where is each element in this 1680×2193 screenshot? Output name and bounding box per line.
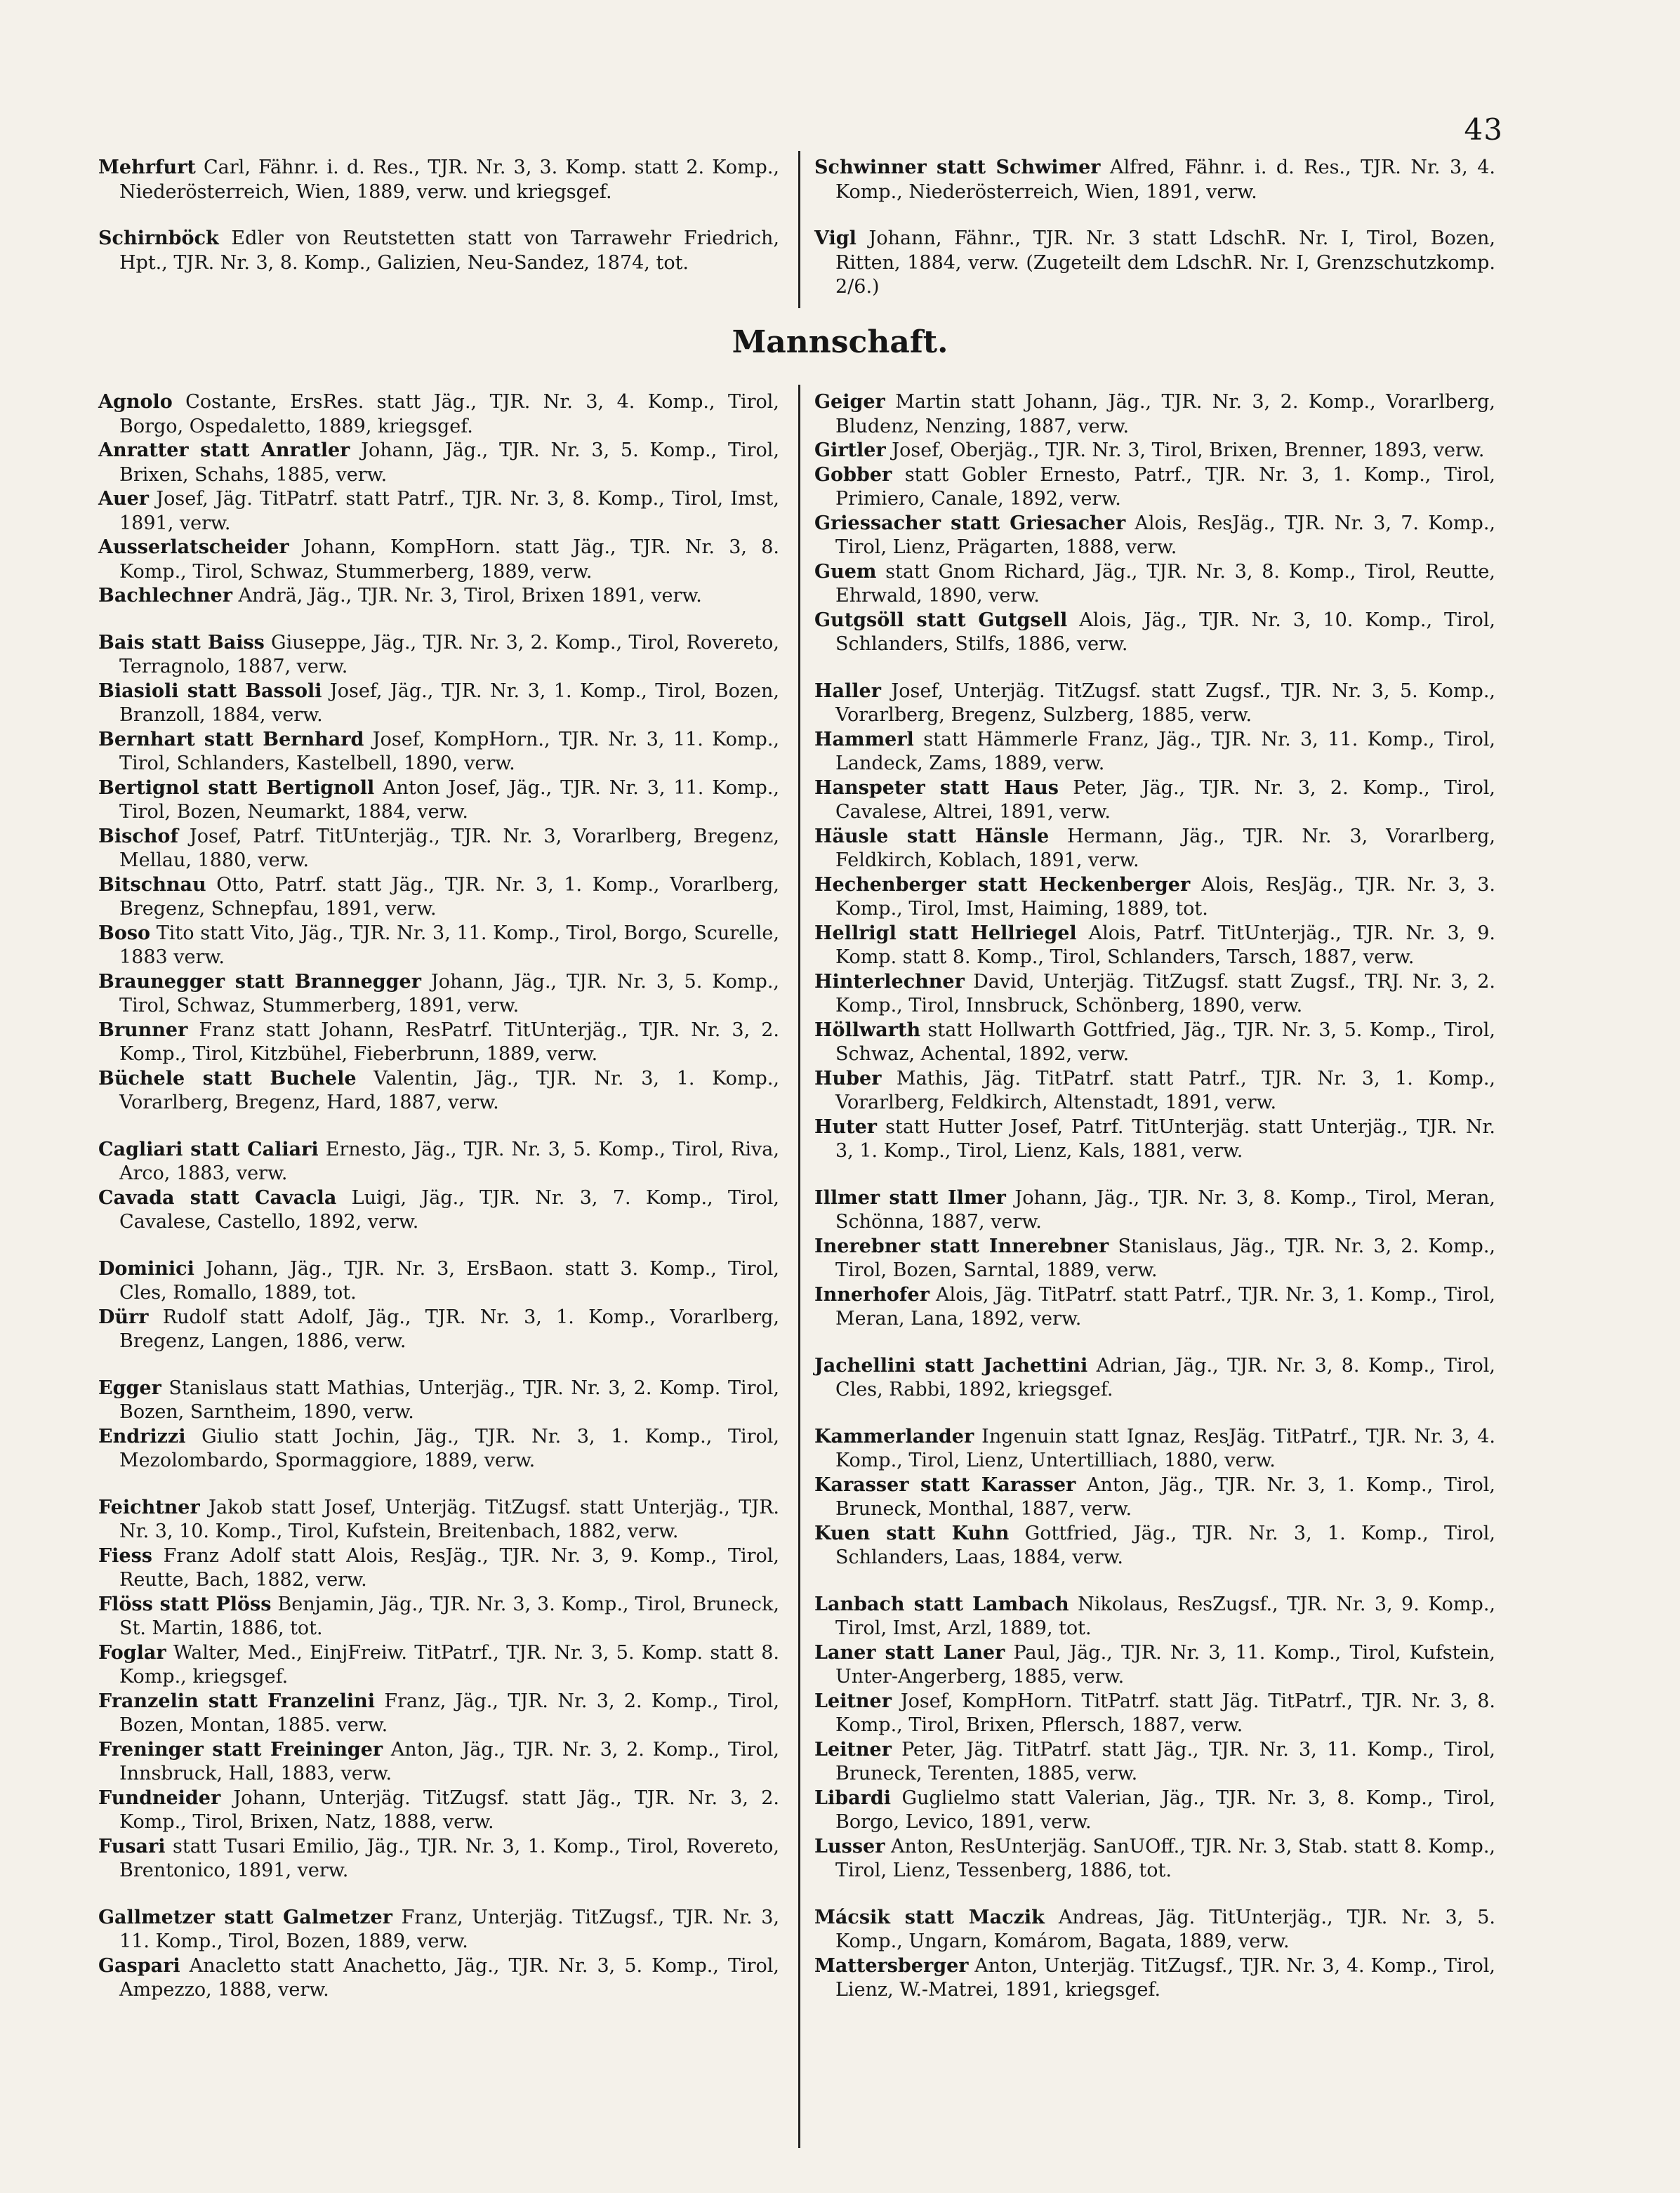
entry-group — [814, 1354, 1495, 1403]
entry-group — [98, 156, 779, 204]
crew-left-column — [98, 390, 779, 2025]
entry-surname: Hellrigl statt Hellriegel — [814, 922, 1077, 944]
entry-details: Alfred, Fähnr. i. d. Res., TJR. Nr. 3, 4. Komp., Niederösterreich, Wien, 1891, verw. — [835, 157, 1495, 203]
entry-surname: Libardi — [814, 1787, 891, 1809]
roster-entry — [98, 631, 779, 680]
entry-details: David, Unterjäg. TitZugsf. statt Zugsf., TRJ. Nr. 3, 2. Komp., Tirol, Innsbruck, Schönberg, 1890, verw. — [835, 970, 1495, 1016]
roster-entry — [814, 1019, 1495, 1067]
entry-group — [98, 1257, 779, 1354]
roster-entry — [98, 1186, 779, 1235]
entry-details: statt Gobler Ernesto, Patrf., TJR. Nr. 3, 1. Komp., Tirol, Primiero, Canale, 1892, verw. — [835, 463, 1495, 510]
roster-entry — [98, 227, 779, 275]
roster-entry — [814, 728, 1495, 776]
roster-entry — [98, 1138, 779, 1186]
roster-entry — [814, 1954, 1495, 2003]
roster-entry — [98, 1641, 779, 1690]
entry-details: Johann, Jäg., TJR. Nr. 3, 5. Komp., Tirol, Schwaz, Stummerberg, 1891, verw. — [119, 970, 779, 1016]
entry-surname: Huber — [814, 1067, 882, 1089]
entry-surname: Dürr — [98, 1306, 149, 1328]
entry-group — [814, 680, 1495, 1164]
entry-surname: Hinterlechner — [814, 970, 965, 993]
entry-details: Josef, Jäg. TitPatrf. statt Patrf., TJR. Nr. 3, 8. Komp., Tirol, Imst, 1891, verw. — [119, 488, 779, 534]
entry-group — [98, 631, 779, 1115]
entry-surname: Griessacher statt Griesacher — [814, 512, 1126, 534]
roster-entry — [98, 970, 779, 1019]
entry-surname: Endrizzi — [98, 1425, 186, 1447]
roster-entry — [98, 1425, 779, 1473]
entry-group — [814, 1906, 1495, 2003]
roster-entry — [98, 1019, 779, 1067]
entry-surname: Guem — [814, 560, 877, 583]
roster-entry — [814, 1906, 1495, 1954]
entry-details: Josef, KompHorn., TJR. Nr. 3, 11. Komp., Tirol, Schlanders, Kastelbell, 1890, verw. — [119, 728, 779, 774]
entry-details: Johann, Jäg., TJR. Nr. 3, ErsBaon. statt 3. Komp., Tirol, Cles, Romallo, 1889, tot. — [119, 1257, 779, 1304]
roster-entry — [814, 463, 1495, 512]
entry-details: Otto, Patrf. statt Jäg., TJR. Nr. 3, 1. Komp., Vorarlberg, Bregenz, Schnepfau, 1891, verw. — [119, 873, 779, 920]
roster-entry — [814, 680, 1495, 728]
entry-surname: Bertignol statt Bertignoll — [98, 776, 375, 799]
entry-surname: Egger — [98, 1377, 161, 1399]
entry-details: Johann, Unterjäg. TitZugsf. statt Jäg., TJR. Nr. 3, 2. Komp., Tirol, Brixen, Natz, 1888, verw. — [119, 1787, 779, 1833]
entry-surname: Gobber — [814, 463, 892, 486]
officers-right-column — [814, 156, 1495, 322]
entry-details: Paul, Jäg., TJR. Nr. 3, 11. Komp., Tirol, Kufstein, Unter-Angerberg, 1885, verw. — [835, 1641, 1496, 1688]
roster-entry — [814, 560, 1495, 609]
roster-entry — [814, 873, 1495, 922]
entry-details: Josef, KompHorn. TitPatrf. statt Jäg. TitPatrf., TJR. Nr. 3, 8. Komp., Tirol, Brixen, Pflersch, 1887, verw. — [835, 1690, 1495, 1736]
entry-surname: Fiess — [98, 1544, 153, 1567]
entry-surname: Gaspari — [98, 1954, 180, 1977]
roster-entry — [98, 1593, 779, 1641]
roster-entry — [98, 439, 779, 487]
entry-details: Alois, ResJäg., TJR. Nr. 3, 3. Komp., Tirol, Imst, Haiming, 1889, tot. — [835, 873, 1495, 920]
entry-details: Valentin, Jäg., TJR. Nr. 3, 1. Komp., Vorarlberg, Bregenz, Hard, 1887, verw. — [119, 1067, 779, 1113]
entry-details: Stanislaus, Jäg., TJR. Nr. 3, 2. Komp., Tirol, Bozen, Sarntal, 1889, verw. — [835, 1235, 1495, 1281]
entry-surname: Cavada statt Cavacla — [98, 1186, 337, 1209]
entry-surname: Freninger statt Freininger — [98, 1738, 383, 1761]
entry-surname: Girtler — [814, 439, 886, 461]
entry-surname: Schirnböck — [98, 227, 219, 249]
entry-group — [98, 227, 779, 275]
entry-details: Gottfried, Jäg., TJR. Nr. 3, 1. Komp., Tirol, Schlanders, Laas, 1884, verw. — [835, 1522, 1495, 1568]
entry-details: Johann, KompHorn. statt Jäg., TJR. Nr. 3, 8. Komp., Tirol, Schwaz, Stummerberg, 1889, verw. — [119, 536, 779, 583]
entry-surname: Hechenberger statt Heckenberger — [814, 873, 1191, 896]
entry-details: Benjamin, Jäg., TJR. Nr. 3, 3. Komp., Tirol, Bruneck, St. Martin, 1886, tot. — [119, 1593, 779, 1639]
roster-entry — [98, 156, 779, 204]
entry-details: Josef, Unterjäg. TitZugsf. statt Zugsf., TJR. Nr. 3, 5. Komp., Vorarlberg, Bregenz, Sulzberg, 1885, verw. — [835, 680, 1495, 726]
entry-surname: Biasioli statt Bassoli — [98, 680, 322, 702]
roster-entry — [98, 390, 779, 439]
entry-surname: Gutgsöll statt Gutgsell — [814, 609, 1068, 631]
officers-left-column — [98, 156, 779, 298]
entry-details: Andreas, Jäg. TitUnterjäg., TJR. Nr. 3, 5. Komp., Ungarn, Komárom, Bagata, 1889, verw. — [835, 1906, 1496, 1952]
entry-surname: Bernhart statt Bernhard — [98, 728, 364, 750]
entry-details: Luigi, Jäg., TJR. Nr. 3, 7. Komp., Tirol, Cavalese, Castello, 1892, verw. — [119, 1186, 779, 1233]
roster-entry — [814, 227, 1495, 300]
entry-details: Andrä, Jäg., TJR. Nr. 3, Tirol, Brixen 1891, verw. — [232, 585, 702, 607]
roster-entry — [814, 1593, 1495, 1641]
roster-entry — [98, 728, 779, 776]
roster-entry — [814, 970, 1495, 1019]
entry-details: Tito statt Vito, Jäg., TJR. Nr. 3, 11. Komp., Tirol, Borgo, Scurelle, 1883 verw. — [119, 922, 779, 968]
entry-group — [98, 1496, 779, 1883]
entry-surname: Boso — [98, 922, 151, 944]
entry-details: Adrian, Jäg., TJR. Nr. 3, 8. Komp., Tirol, Cles, Rabbi, 1892, kriegsgef. — [835, 1354, 1495, 1400]
entry-details: Johann, Jäg., TJR. Nr. 3, 8. Komp., Tirol, Meran, Schönna, 1887, verw. — [835, 1186, 1495, 1233]
roster-entry — [98, 873, 779, 922]
section-title: Mannschaft. — [732, 324, 948, 360]
entry-group — [814, 227, 1495, 300]
entry-details: Giuseppe, Jäg., TJR. Nr. 3, 2. Komp., Tirol, Rovereto, Terragnolo, 1887, verw. — [119, 631, 779, 677]
entry-surname: Fusari — [98, 1835, 166, 1857]
entry-surname: Lanbach statt Lambach — [814, 1593, 1069, 1615]
roster-entry — [814, 1690, 1495, 1738]
entry-details: Alois, Patrf. TitUnterjäg., TJR. Nr. 3, 9. Komp. statt 8. Komp., Tirol, Schlanders, Tarsch, 1887, verw. — [835, 922, 1495, 968]
roster-entry — [98, 1738, 779, 1787]
page-number: 43 — [1464, 112, 1503, 147]
roster-entry — [814, 390, 1495, 439]
entry-surname: Geiger — [814, 391, 885, 413]
entry-details: Josef, Patrf. TitUnterjäg., TJR. Nr. 3, Vorarlberg, Bregenz, Mellau, 1880, verw. — [119, 825, 779, 871]
entry-details: statt Gnom Richard, Jäg., TJR. Nr. 3, 8. Komp., Tirol, Reutte, Ehrwald, 1890, verw. — [835, 560, 1495, 607]
column-divider-top — [798, 151, 800, 308]
entry-details: Mathis, Jäg. TitPatrf. statt Patrf., TJR. Nr. 3, 1. Komp., Vorarlberg, Feldkirch, Altenstadt, 1891, verw. — [835, 1067, 1495, 1113]
entry-details: Anton Josef, Jäg., TJR. Nr. 3, 11. Komp., Tirol, Bozen, Neumarkt, 1884, verw. — [119, 776, 779, 823]
roster-entry — [814, 1787, 1495, 1835]
roster-entry — [814, 1738, 1495, 1787]
entry-surname: Fundneider — [98, 1787, 221, 1809]
entry-surname: Feichtner — [98, 1496, 200, 1518]
entry-details: Peter, Jäg., TJR. Nr. 3, 2. Komp., Tirol, Cavalese, Altrei, 1891, verw. — [835, 776, 1496, 823]
entry-surname: Cagliari statt Caliari — [98, 1138, 319, 1160]
crew-right-column — [814, 390, 1495, 2025]
entry-surname: Auer — [98, 488, 149, 510]
entry-surname: Karasser statt Karasser — [814, 1473, 1076, 1496]
entry-surname: Huter — [814, 1115, 878, 1138]
entry-surname: Haller — [814, 680, 881, 702]
entry-surname: Höllwarth — [814, 1019, 921, 1041]
entry-details: Carl, Fähnr. i. d. Res., TJR. Nr. 3, 3. Komp. statt 2. Komp., Niederösterreich, Wien, 1889, verw. und kriegsgef. — [119, 157, 779, 203]
entry-details: Giulio statt Jochin, Jäg., TJR. Nr. 3, 1. Komp., Tirol, Mezolombardo, Spormaggiore, 1889, verw. — [119, 1425, 779, 1471]
entry-surname: Mácsik statt Maczik — [814, 1906, 1045, 1928]
entry-surname: Bischof — [98, 825, 178, 847]
roster-entry — [814, 1115, 1495, 1164]
roster-entry — [814, 922, 1495, 970]
entry-details: Franz, Jäg., TJR. Nr. 3, 2. Komp., Tirol, Bozen, Montan, 1885. verw. — [119, 1690, 779, 1736]
entry-details: Edler von Reutstetten statt von Tarrawehr Friedrich, Hpt., TJR. Nr. 3, 8. Komp., Galizien, Neu-Sandez, 1874, tot. — [119, 227, 779, 274]
entry-surname: Mattersberger — [814, 1954, 969, 1977]
roster-entry — [98, 1257, 779, 1306]
entry-surname: Bachlechner — [98, 585, 232, 607]
entry-surname: Bitschnau — [98, 873, 206, 896]
entry-details: Alois, ResJäg., TJR. Nr. 3, 7. Komp., Tirol, Lienz, Prägarten, 1888, verw. — [835, 512, 1495, 558]
entry-details: Anton, ResUnterjäg. SanUOff., TJR. Nr. 3, Stab. statt 8. Komp., Tirol, Lienz, Tessenberg, 1886, tot. — [835, 1835, 1495, 1881]
roster-entry — [98, 1306, 779, 1354]
entry-details: Martin statt Johann, Jäg., TJR. Nr. 3, 2. Komp., Vorarlberg, Bludenz, Nenzing, 1887, verw. — [835, 391, 1495, 437]
entry-details: Anton, Jäg., TJR. Nr. 3, 1. Komp., Tirol, Bruneck, Monthal, 1887, verw. — [835, 1473, 1496, 1520]
entry-details: statt Tusari Emilio, Jäg., TJR. Nr. 3, 1. Komp., Tirol, Rovereto, Brentonico, 1891, verw. — [119, 1835, 779, 1881]
entry-surname: Inerebner statt Innerebner — [814, 1235, 1109, 1257]
entry-details: Anacletto statt Anachetto, Jäg., TJR. Nr. 3, 5. Komp., Tirol, Ampezzo, 1888, verw. — [119, 1954, 779, 2001]
roster-entry — [98, 1690, 779, 1738]
entry-surname: Gallmetzer statt Galmetzer — [98, 1906, 392, 1928]
roster-entry — [98, 1906, 779, 1954]
entry-details: Guglielmo statt Valerian, Jäg., TJR. Nr. 3, 8. Komp., Tirol, Borgo, Levico, 1891, verw. — [835, 1787, 1495, 1833]
roster-entry — [814, 1473, 1495, 1522]
entry-details: Jakob statt Josef, Unterjäg. TitZugsf. statt Unterjäg., TJR. Nr. 3, 10. Komp., Tirol, Kufstein, Breitenbach, 1882, verw. — [119, 1496, 779, 1542]
entry-group — [814, 1186, 1495, 1332]
roster-entry — [98, 1377, 779, 1425]
entry-surname: Brunner — [98, 1019, 188, 1041]
entry-surname: Büchele statt Buchele — [98, 1067, 357, 1089]
roster-entry — [814, 609, 1495, 657]
roster-entry — [98, 680, 779, 728]
roster-entry — [814, 1283, 1495, 1332]
roster-entry — [98, 1544, 779, 1593]
entry-group — [814, 156, 1495, 204]
entry-surname: Kuen statt Kuhn — [814, 1522, 1010, 1544]
roster-entry — [814, 1835, 1495, 1883]
entry-surname: Mehrfurt — [98, 157, 196, 178]
entry-details: Anton, Jäg., TJR. Nr. 3, 2. Komp., Tirol, Innsbruck, Hall, 1883, verw. — [119, 1738, 780, 1784]
entry-group — [98, 1377, 779, 1473]
roster-entry — [98, 1496, 779, 1544]
roster-entry — [98, 1954, 779, 2003]
entry-group — [98, 1906, 779, 2003]
entry-surname: Vigl — [814, 227, 856, 249]
roster-entry — [814, 1235, 1495, 1283]
roster-entry — [98, 825, 779, 873]
entry-surname: Foglar — [98, 1641, 166, 1664]
roster-entry — [98, 1835, 779, 1883]
entry-group — [814, 1593, 1495, 1883]
entry-group — [814, 390, 1495, 657]
entry-details: Stanislaus statt Mathias, Unterjäg., TJR. Nr. 3, 2. Komp. Tirol, Bozen, Sarntheim, 1890, verw. — [119, 1377, 779, 1423]
entry-details: Franz Adolf statt Alois, ResJäg., TJR. Nr. 3, 9. Komp., Tirol, Reutte, Bach, 1882, verw. — [119, 1544, 779, 1591]
roster-entry — [814, 1522, 1495, 1570]
entry-surname: Illmer statt Ilmer — [814, 1186, 1006, 1209]
roster-entry — [98, 776, 779, 825]
entry-details: Josef, Oberjäg., TJR. Nr. 3, Tirol, Brixen, Brenner, 1893, verw. — [885, 439, 1485, 461]
roster-entry — [814, 1354, 1495, 1403]
entry-details: Franz statt Johann, ResPatrf. TitUnterjäg., TJR. Nr. 3, 2. Komp., Tirol, Kitzbühel, Fieberbrunn, 1889, verw. — [119, 1019, 779, 1065]
entry-details: Walter, Med., EinjFreiw. TitPatrf., TJR. Nr. 3, 5. Komp. statt 8. Komp., kriegsgef. — [119, 1641, 779, 1688]
roster-entry — [814, 1067, 1495, 1115]
entry-details: Rudolf statt Adolf, Jäg., TJR. Nr. 3, 1. Komp., Vorarlberg, Bregenz, Langen, 1886, verw. — [119, 1306, 779, 1352]
entry-group — [98, 390, 779, 609]
roster-entry — [814, 512, 1495, 560]
roster-entry — [814, 825, 1495, 873]
roster-entry — [814, 776, 1495, 825]
roster-entry — [814, 1425, 1495, 1473]
entry-surname: Laner statt Laner — [814, 1641, 1005, 1664]
entry-surname: Flöss statt Plöss — [98, 1593, 272, 1615]
entry-details: statt Hutter Josef, Patrf. TitUnterjäg. statt Unterjäg., TJR. Nr. 3, 1. Komp., Tirol, Lienz, Kals, 1881, verw. — [835, 1115, 1495, 1162]
entry-details: Johann, Jäg., TJR. Nr. 3, 5. Komp., Tirol, Brixen, Schahs, 1885, verw. — [119, 439, 779, 486]
entry-surname: Agnolo — [98, 391, 173, 413]
entry-surname: Leitner — [814, 1690, 892, 1712]
entry-details: Costante, ErsRes. statt Jäg., TJR. Nr. 3, 4. Komp., Tirol, Borgo, Ospedaletto, 1889, kriegsgef. — [119, 391, 779, 437]
roster-entry — [98, 487, 779, 536]
entry-details: Peter, Jäg. TitPatrf. statt Jäg., TJR. Nr. 3, 11. Komp., Tirol, Bruneck, Terenten, 1885, verw. — [835, 1738, 1495, 1784]
roster-entry — [814, 439, 1495, 463]
entry-details: Johann, Fähnr., TJR. Nr. 3 statt LdschR. Nr. I, Tirol, Bozen, Ritten, 1884, verw. (Zugeteilt dem LdschR. Nr. I, Grenzschutzkomp. 2/6.) — [835, 227, 1495, 298]
roster-entry — [98, 584, 779, 609]
roster-entry — [814, 1641, 1495, 1690]
entry-surname: Lusser — [814, 1835, 885, 1857]
entry-details: statt Hollwarth Gottfried, Jäg., TJR. Nr. 3, 5. Komp., Tirol, Schwaz, Achental, 1892, verw. — [835, 1019, 1495, 1065]
entry-details: Hermann, Jäg., TJR. Nr. 3, Vorarlberg, Feldkirch, Koblach, 1891, verw. — [835, 825, 1495, 871]
roster-entry — [98, 1787, 779, 1835]
entry-surname: Bais statt Baiss — [98, 631, 265, 654]
entry-surname: Braunegger statt Brannegger — [98, 970, 421, 993]
entry-surname: Franzelin statt Franzelini — [98, 1690, 376, 1712]
entry-surname: Dominici — [98, 1257, 194, 1280]
entry-details: Ernesto, Jäg., TJR. Nr. 3, 5. Komp., Tirol, Riva, Arco, 1883, verw. — [119, 1138, 779, 1184]
entry-details: Alois, Jäg., TJR. Nr. 3, 10. Komp., Tirol, Schlanders, Stilfs, 1886, verw. — [835, 609, 1495, 655]
entry-surname: Leitner — [814, 1738, 892, 1761]
entry-surname: Ausserlatscheider — [98, 536, 289, 558]
entry-details: Alois, Jäg. TitPatrf. statt Patrf., TJR. Nr. 3, 1. Komp., Tirol, Meran, Lana, 1892, verw. — [835, 1283, 1495, 1330]
roster-entry — [98, 1067, 779, 1115]
entry-details: statt Hämmerle Franz, Jäg., TJR. Nr. 3, 11. Komp., Tirol, Landeck, Zams, 1889, verw. — [835, 728, 1495, 774]
entry-surname: Hanspeter statt Haus — [814, 776, 1059, 799]
entry-surname: Innerhofer — [814, 1283, 930, 1306]
entry-surname: Anratter statt Anratler — [98, 439, 350, 461]
entry-surname: Kammerlander — [814, 1425, 974, 1447]
column-divider-main — [798, 385, 800, 2148]
entry-group — [98, 1138, 779, 1235]
roster-entry — [98, 536, 779, 584]
entry-details: Josef, Jäg., TJR. Nr. 3, 1. Komp., Tirol, Bozen, Branzoll, 1884, verw. — [119, 680, 779, 726]
entry-details: Nikolaus, ResZugsf., TJR. Nr. 3, 9. Komp., Tirol, Imst, Arzl, 1889, tot. — [835, 1593, 1495, 1639]
entry-details: Anton, Unterjäg. TitZugsf., TJR. Nr. 3, 4. Komp., Tirol, Lienz, W.-Matrei, 1891, kriegsgef. — [835, 1954, 1495, 2001]
entry-surname: Hammerl — [814, 728, 914, 750]
entry-details: Ingenuin statt Ignaz, ResJäg. TitPatrf., TJR. Nr. 3, 4. Komp., Tirol, Lienz, Untertilliach, 1880, verw. — [835, 1425, 1495, 1471]
entry-surname: Häusle statt Hänsle — [814, 825, 1050, 847]
roster-entry — [98, 922, 779, 970]
entry-details: Franz, Unterjäg. TitZugsf., TJR. Nr. 3, 11. Komp., Tirol, Bozen, 1889, verw. — [119, 1906, 779, 1952]
roster-entry — [814, 156, 1495, 204]
roster-entry — [814, 1186, 1495, 1235]
entry-group — [814, 1425, 1495, 1570]
entry-surname: Jachellini statt Jachettini — [814, 1354, 1088, 1377]
entry-surname: Schwinner statt Schwimer — [814, 157, 1101, 178]
